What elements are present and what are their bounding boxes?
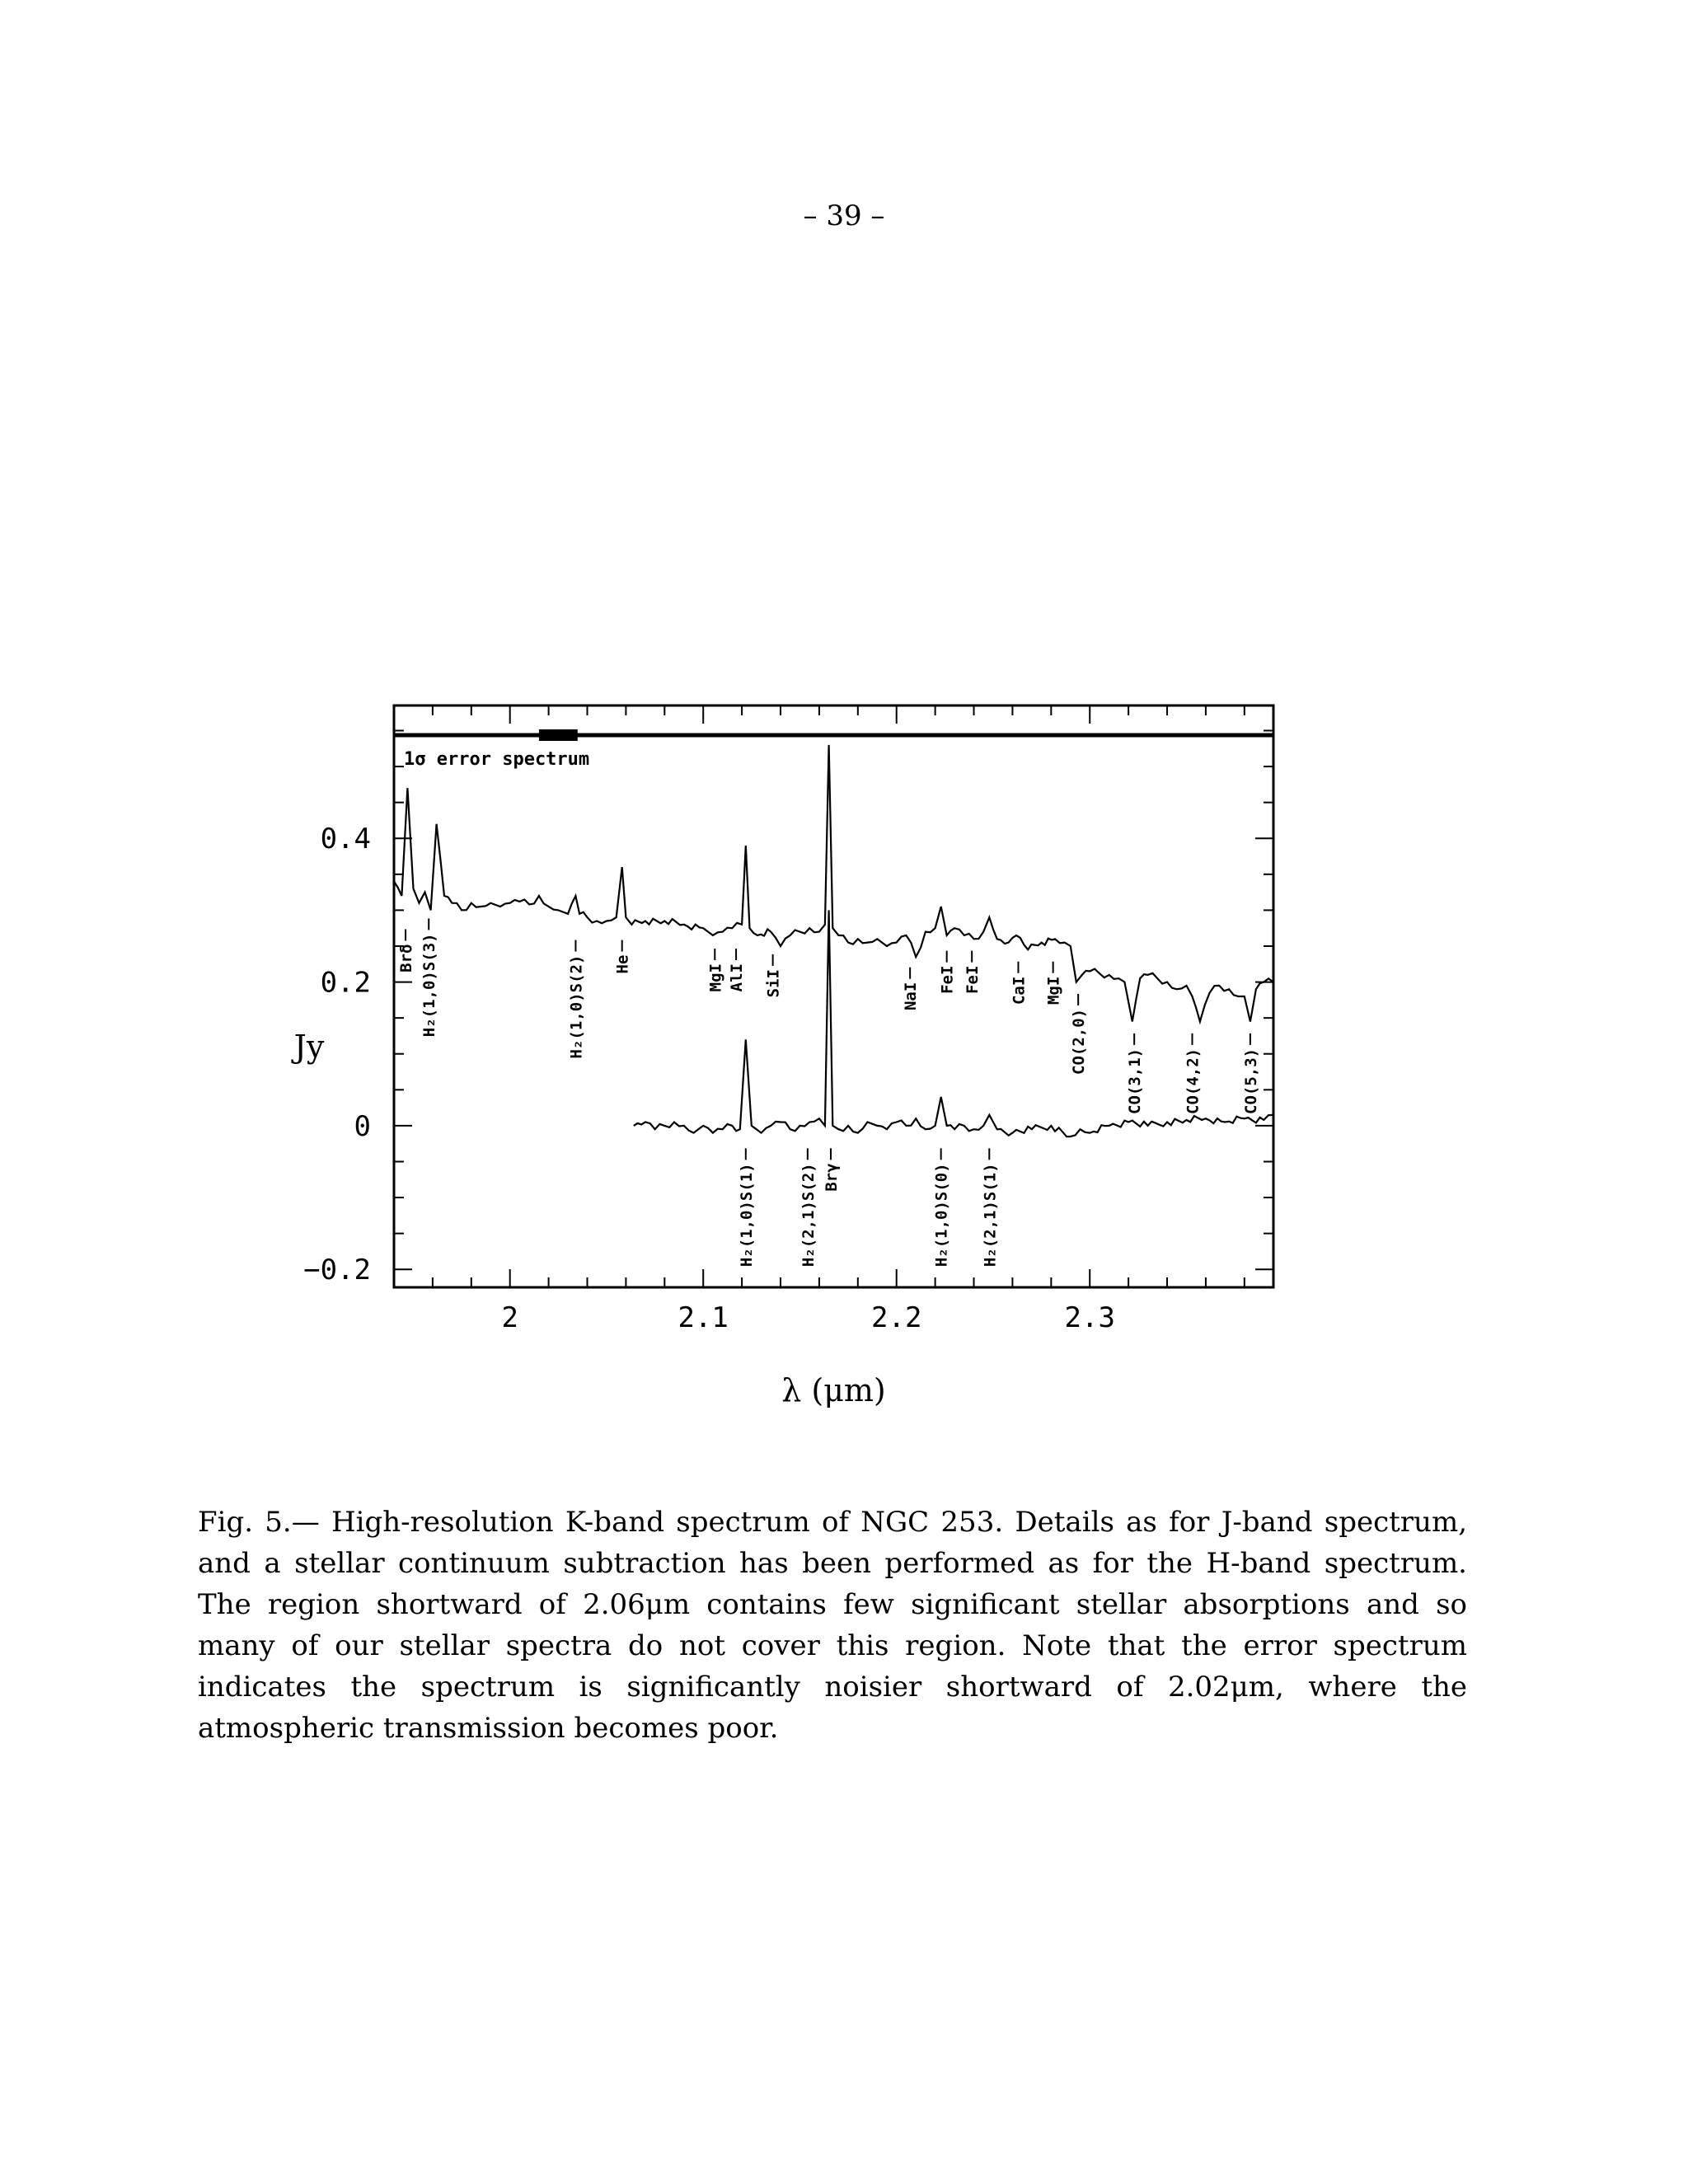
x-tick-label: 2.3 [1064,1301,1115,1334]
line-id-label: H₂(1,0)S(3) [420,933,439,1038]
line-id-label: H₂(1,0)S(0) [932,1163,951,1268]
x-tick-label: 2.2 [871,1301,922,1334]
line-id-label: MgI [706,963,725,992]
x-axis-title: λ (μm) [781,1372,886,1408]
y-tick-label: 0.4 [320,823,371,856]
y-tick-label: 0.2 [320,966,371,1000]
line-id-label: CO(5,3) [1241,1047,1260,1114]
y-axis-title: Jy [293,1029,325,1066]
y-tick-label: −0.2 [303,1254,371,1287]
page-number: – 39 – [803,199,885,232]
line-id-label: NaI [902,982,921,1011]
line-id-label: H₂(2,1)S(1) [981,1163,1000,1268]
line-id-label: CaI [1010,976,1029,1005]
line-id-label: FeI [964,965,982,994]
error-spectrum-noise [539,729,578,741]
spectrum-series-1 [394,745,1273,1022]
line-id-label: CO(2,0) [1070,1008,1089,1075]
line-id-label: Brδ [397,944,416,972]
x-tick-label: 2 [501,1301,518,1334]
line-id-label: SiI [764,969,783,998]
x-tick-label: 2.1 [678,1301,729,1334]
error-spectrum-label: 1σ error spectrum [404,749,590,770]
figure-caption: Fig. 5.— High-resolution K-band spectrum of NGC 253. Details as for J-band spectrum, and a stellar continuum subtraction has been performed as for the H-band spectrum. The region shortward of 2.06μm contains few significant stellar absorptions and so many of our stellar spectra do not cover this region. Note that the error spectrum indicates the spectrum is significantly noisier shortward of 2.02μm, where the atmospheric transmission becomes poor. [198,1506,1467,1745]
line-id-label: FeI [938,965,957,994]
line-id-label: MgI [1044,976,1063,1005]
y-tick-label: 0 [354,1109,371,1143]
line-id-label: Brγ [823,1163,841,1192]
plot-frame [394,705,1273,1287]
line-id-label: H₂(2,1)S(2) [799,1163,818,1268]
line-id-label: AlI [728,963,747,992]
line-id-label: H₂(1,0)S(2) [567,954,586,1059]
line-id-label: He [613,954,632,974]
line-id-label: H₂(1,0)S(1) [737,1163,756,1268]
line-id-label: CO(3,1) [1126,1047,1145,1114]
spectrum-series-2 [634,910,1273,1137]
line-id-label: CO(4,2) [1184,1047,1203,1114]
